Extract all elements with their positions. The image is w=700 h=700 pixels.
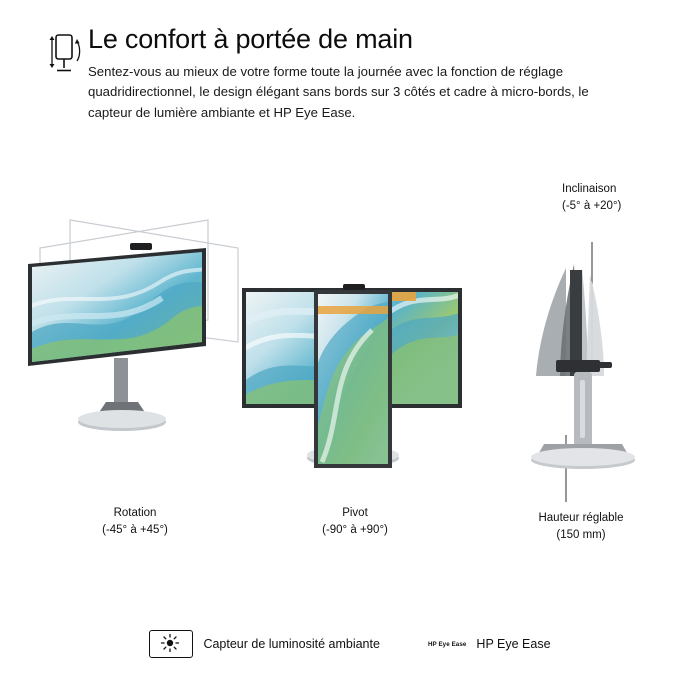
figure-rotation-caption-line2: (-45° à +45°)	[102, 523, 168, 536]
figure-height-caption	[452, 510, 700, 543]
monitor-height-illustration	[470, 190, 700, 560]
tilt-annotation-line2: (-5° à +20°)	[562, 199, 622, 212]
hp-eye-ease-badge-icon: HP Eye Ease	[427, 640, 467, 648]
tilt-annotation-line1: Inclinaison	[562, 183, 617, 195]
figure-pivot-caption	[230, 505, 480, 538]
eye-ease-label: HP Eye Ease	[476, 637, 551, 651]
ambient-light-sensor-icon	[149, 630, 193, 658]
figure-height	[470, 183, 700, 560]
figure-rotation-caption	[10, 505, 260, 538]
figure-rotation	[10, 190, 260, 560]
figure-pivot-caption-line1: Pivot	[342, 507, 368, 519]
header	[44, 24, 670, 123]
figure-pivot	[230, 190, 480, 560]
footer-item-eye-ease	[428, 637, 551, 651]
footer-item-ambient-sensor	[149, 630, 380, 658]
page-title: Le confort à portée de main	[88, 24, 413, 54]
header-text	[88, 24, 670, 123]
footer	[0, 630, 700, 658]
figure-pivot-caption-line2: (-90° à +90°)	[322, 523, 388, 536]
page-subtitle: Sentez-vous au mieux de votre forme toute la journée avec la fonction de réglage quadridirectionnel, le design élégant sans bords sur 3 côtés et cadre à micro-bords, le capteur de lumière ambiante et HP Eye Ease.	[88, 64, 589, 120]
ambient-sensor-label: Capteur de luminosité ambiante	[203, 637, 380, 651]
figure-height-tilt-annotation	[562, 181, 621, 214]
header-monitor-icon	[44, 24, 88, 83]
figure-height-caption-line1: Hauteur réglable	[538, 512, 624, 524]
figure-rotation-caption-line1: Rotation	[113, 507, 157, 519]
figure-height-caption-line2: (150 mm)	[556, 528, 606, 541]
figures-row	[0, 183, 700, 560]
